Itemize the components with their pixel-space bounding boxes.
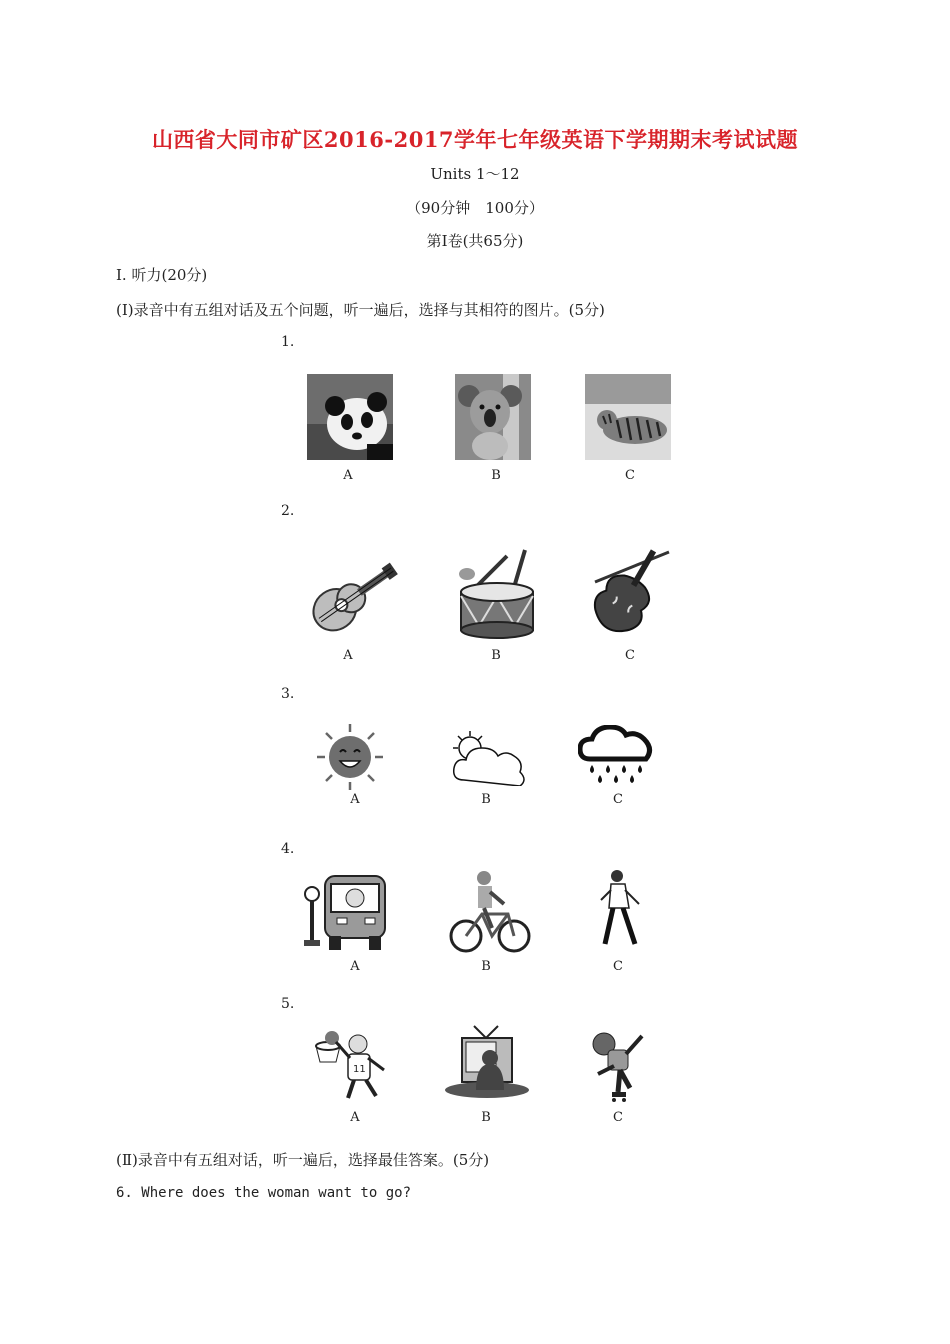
skating-icon[interactable] <box>586 1030 656 1102</box>
part2-instruction: (Ⅱ)录音中有五组对话，听一遍后，选择最佳答案。(5分) <box>116 1151 490 1169</box>
sun-icon[interactable] <box>315 722 385 792</box>
violin-icon[interactable] <box>585 540 671 626</box>
option-label: A <box>350 792 360 807</box>
cloudy-icon[interactable] <box>450 728 528 786</box>
part1-instruction: (Ⅰ)录音中有五组对话及五个问题，听一遍后，选择与其相符的图片。(5分) <box>116 301 605 319</box>
koala-photo[interactable] <box>455 374 541 460</box>
time-score: （90分钟 100分） <box>406 199 544 217</box>
tiger-photo[interactable] <box>585 374 671 460</box>
bicycle-icon[interactable] <box>448 868 532 954</box>
watching-tv-icon[interactable] <box>444 1022 530 1100</box>
question-number: 1. <box>281 334 295 350</box>
question-6: 6. Where does the woman want to go? <box>116 1185 412 1201</box>
option-label: B <box>481 1110 491 1125</box>
page-title: 山西省大同市矿区2016-2017学年七年级英语下学期期末考试试题 <box>151 127 799 152</box>
option-label: C <box>613 1110 623 1125</box>
option-label: B <box>491 648 501 663</box>
guitar-icon[interactable] <box>300 548 386 634</box>
option-label: C <box>625 468 635 483</box>
basketball-icon[interactable] <box>310 1030 394 1102</box>
option-label: A <box>343 468 353 483</box>
option-label: B <box>481 959 491 974</box>
option-label: B <box>491 468 501 483</box>
option-label: C <box>625 648 635 663</box>
option-label: C <box>613 792 623 807</box>
question-number: 2. <box>281 503 295 519</box>
option-label: C <box>613 959 623 974</box>
bus-icon[interactable] <box>303 870 389 952</box>
volume-heading: 第Ⅰ卷(共65分) <box>426 232 524 250</box>
svg-text:11: 11 <box>353 1064 366 1075</box>
walking-icon[interactable] <box>595 868 645 950</box>
question-number: 4. <box>281 841 295 857</box>
option-label: A <box>350 1110 360 1125</box>
question-number: 5. <box>281 996 295 1012</box>
option-label: A <box>350 959 360 974</box>
question-number: 3. <box>281 686 295 702</box>
units-subtitle: Units 1～12 <box>430 165 520 183</box>
option-label: B <box>481 792 491 807</box>
drum-icon[interactable] <box>455 548 541 634</box>
panda-photo[interactable] <box>307 374 393 460</box>
section-heading-listening: Ⅰ. 听力(20分) <box>116 266 208 284</box>
rain-icon[interactable] <box>578 725 658 787</box>
option-label: A <box>343 648 353 663</box>
